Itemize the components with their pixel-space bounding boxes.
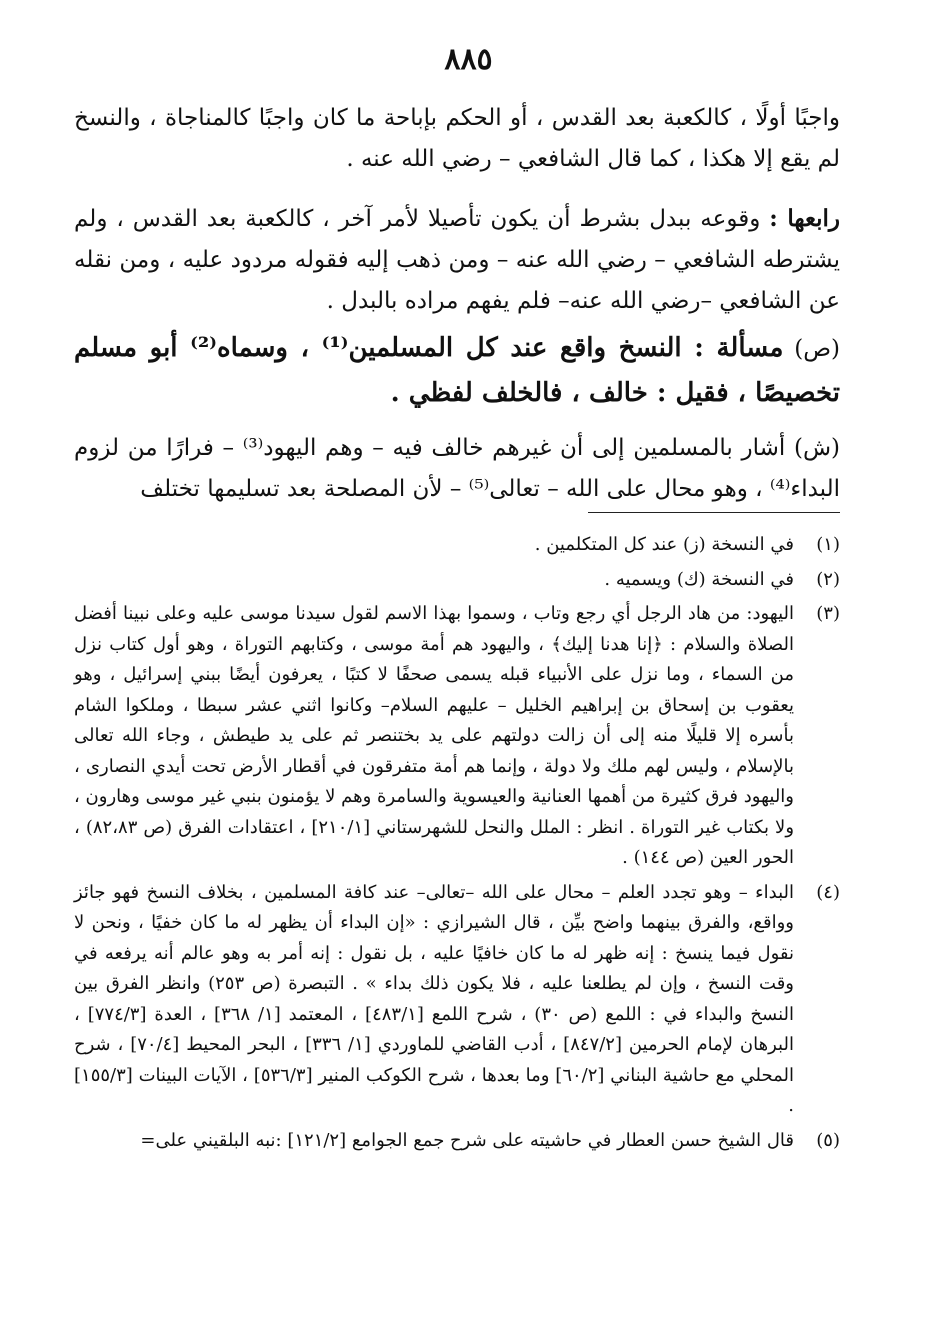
matn-prefix: (ص) <box>794 336 841 362</box>
footnote-number: (٤) <box>816 881 840 903</box>
footnote-text: في النسخة (ك) ويسميه . <box>604 568 794 590</box>
matn-text: مسألة : النسخ واقع عند كل المسلمين⁽¹⁾ ، وسماه⁽²⁾ أبو مسلم تخصيصًا ، فقيل : خالف ، فالخلف لفظي . <box>74 333 840 408</box>
footnote-number: (٣) <box>816 603 840 624</box>
footnote-text: قال الشيخ حسن العطار في حاشيته على شرح جمع الجوامع [١٢١/٢] :نبه البلقيني على= <box>140 1129 794 1151</box>
sharh-text: (ش) أشار بالمسلمين إلى أن غيرهم خالف فيه – وهم اليهود⁽³⁾ – فرارًا من لزوم البداء⁽⁴⁾ ، وهو محال على الله – تعالى⁽⁵⁾ – لأن المصلحة بعد تسليمها تختلف <box>74 435 840 502</box>
page-number: ٨٨٥ <box>444 42 493 77</box>
footnotes <box>74 530 840 1160</box>
footnote-text: اليهود: من هاد الرجل أي رجع وتاب ، وسموا بهذا الاسم لقول سيدنا موسى عليه وعلى نبينا أفضل الصلاة والسلام : ﴿إنا هدنا إليك﴾ ، واليهود هم أمة موسى ، وكتابهم التوراة ، وهو أول كتاب نزل من السماء ، وما نزل على الأنبياء قبله يسمى صحفًا لا كتبًا ، يعرفون أيضًا ببني إسرائيل ، وهو يعقوب بن إسحاق بن إبراهيم الخليل – عليهم السلام– وكانوا اثني عشر سبطا ، وملكوا الشام بأسره إلا قليلًا منه إلى أن زالت دولتهم على يد بختنصر ثم على يد طيطش ، وجاء الله تعالى بالإسلام ، وليس لهم ملك ولا دولة ، وإنما هم أمة متفرقون في أقطار الأرض تحت أيدي النصارى ، واليهود فرق كثيرة من أهمها العنانية والعيسوية والسامرة وهم لا يؤمنون بنبي غير موسى وهارون ، ولا بكتاب غير التوراة . انظر : الملل والنحل للشهرستاني [٢١٠/١] ، اعتقادات الفرق (ص ٨٢،٨٣) ، الحور العين (ص ١٤٤) . <box>74 603 795 868</box>
paragraph-1-text: واجبًا أولًا ، كالكعبة بعد القدس ، أو الحكم بإباحة ما كان واجبًا كالمناجاة ، والنسخ لم يقع إلا هكذا ، كما قال الشافعي – رضي الله عنه . <box>74 105 840 172</box>
paragraph-1 <box>74 98 840 180</box>
paragraph-2 <box>74 198 840 322</box>
footnote-text: البداء – وهو تجدد العلم – محال على الله –تعالى– عند كافة المسلمين ، بخلاف النسخ فهو جائز وواقع، والفرق بينهما واضح بيِّن ، قال الشيرازي : «إن البداء أن يظهر له ما كان خفيًا ، ونحن لا نقول فيما ينسخ : إنه ظهر له ما كان خافيًا عليه ، بل نقول : إنه أمر به وهو عالم أنه يرفعه في وقت النسخ ، وإن لم يطلعنا عليه ، فلا يكون ذلك بداء » . التبصرة (ص ٢٥٣) وانظر الفرق بين النسخ والبداء في : اللمع (ص ٣٠) ، شرح اللمع [٤٨٣/١] ، المعتمد [١/ ٣٦٨] ، العدة [٧٧٤/٣] ، البرهان لإمام الحرمين [٨٤٧/٢] ، أدب القاضي للماوردي [١/ ٣٣٦] ، البحر المحيط [٧٠/٤] ، شرح المحلي مع حاشية البناني [٦٠/٢] وما بعدها ، شرح الكوكب المنير [٥٣٦/٣] ، الآيات البينات [١٥٥/٣] . <box>74 881 794 1116</box>
footnote-4 <box>74 878 840 1122</box>
footnote-text: في النسخة (ز) عند كل المتكلمين . <box>534 534 794 555</box>
footnote-number: (١) <box>816 534 840 555</box>
footnote-5 <box>74 1126 840 1157</box>
footnote-number: (٥) <box>816 1129 840 1151</box>
footnote-separator <box>588 512 840 513</box>
footnote-2 <box>74 565 840 596</box>
sharh-paragraph <box>74 428 840 510</box>
footnote-3 <box>74 599 840 874</box>
paragraph-2-text: وقوعه ببدل بشرط أن يكون تأصيلا لأمر آخر ، كالكعبة بعد القدس ، ولم يشترطه الشافعي – رضي الله عنه – ومن ذهب إليه فقوله مردود عليه ، ومن نقله عن الشافعي –رضي الله عنه– فلم يفهم مراده بالبدل . <box>74 206 840 314</box>
footnote-number: (٢) <box>816 568 840 590</box>
paragraph-2-lead: رابعها : <box>769 205 840 232</box>
matn-paragraph <box>74 326 840 416</box>
footnote-1 <box>74 530 840 561</box>
